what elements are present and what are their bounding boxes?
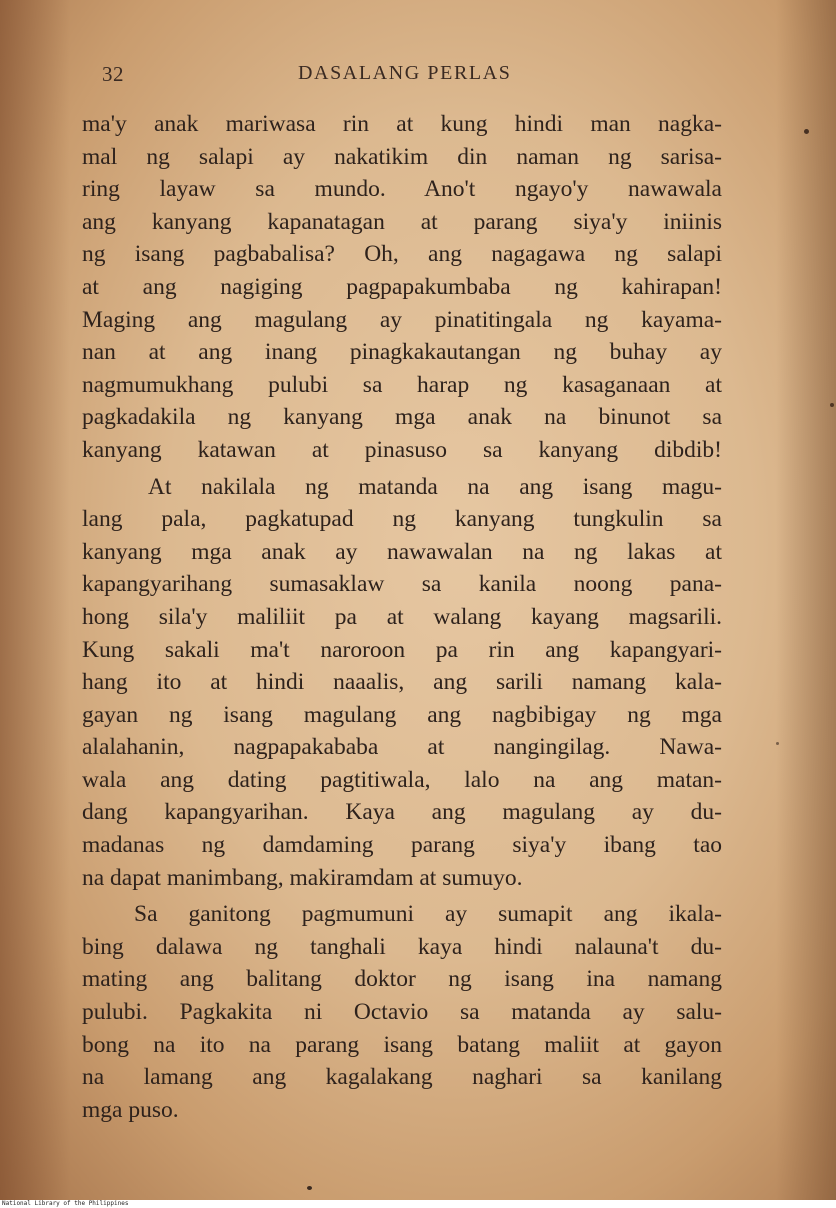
ink-speck	[830, 403, 834, 407]
page-number: 32	[102, 62, 124, 86]
text-line: ma'y anak mariwasa rin at kung hindi man nagka-	[82, 111, 722, 137]
text-line: Sa ganitong pagmumuni ay sumapit ang ikala-	[134, 901, 722, 928]
paragraph-2	[82, 471, 722, 895]
text-line: gayan ng isang magulang ang nagbibigay ng mga	[82, 701, 722, 728]
text-line: na lamang ang kagalakang naghari sa kanilang	[82, 1064, 722, 1091]
body-text	[82, 108, 722, 1126]
text-line: mal ng salapi ay nakatikim din naman ng sarisa-	[82, 143, 722, 170]
text-line: dang kapangyarihan. Kaya ang magulang ay du-	[82, 799, 722, 826]
ink-speck	[804, 129, 809, 134]
ink-speck	[307, 1186, 312, 1190]
text-line: mga puso.	[82, 1096, 179, 1123]
text-line: nan at ang inang pinagkakautangan ng buhay ay	[82, 339, 722, 366]
text-line: At nakilala ng matanda na ang isang magu-	[148, 473, 722, 500]
text-line: kanyang mga anak ay nawawalan na ng lakas at	[82, 538, 722, 565]
text-line: ng isang pagbabalisa? Oh, ang nagagawa ng salapi	[82, 241, 722, 268]
paragraph-3	[82, 898, 722, 1126]
text-line: ang kanyang kapanatagan at parang siya'y iniinis	[82, 208, 722, 235]
text-line: hang ito at hindi naaalis, ang sarili namang kala-	[82, 669, 722, 696]
text-line: hong sila'y maliliit pa at walang kayang magsarili.	[82, 603, 722, 630]
text-line: madanas ng damdaming parang siya'y ibang tao	[82, 832, 722, 859]
text-line: pagkadakila ng kanyang mga anak na binunot sa	[82, 404, 722, 431]
text-line: na dapat manimbang, makiramdam at sumuyo.	[82, 864, 523, 891]
text-line: Maging ang magulang ay pinatitingala ng kayama-	[82, 306, 722, 333]
text-line: wala ang dating pagtitiwala, lalo na ang matan-	[82, 766, 722, 793]
text-line: mating ang balitang doktor ng isang ina namang	[82, 966, 722, 993]
text-line: pulubi. Pagkakita ni Octavio sa matanda ay salu-	[82, 999, 722, 1026]
text-line: bing dalawa ng tanghali kaya hindi nalauna't du-	[82, 933, 722, 960]
text-line: bong na ito na parang isang batang maliit at gayon	[82, 1031, 722, 1058]
text-line: kanyang katawan at pinasuso sa kanyang dibdib!	[82, 436, 722, 463]
text-line: nagmumukhang pulubi sa harap ng kasaganaan at	[82, 371, 722, 398]
text-line: kapangyarihang sumasaklaw sa kanila noong pana-	[82, 571, 722, 598]
footer-bar	[0, 1200, 836, 1208]
text-line: ring layaw sa mundo. Ano't ngayo'y nawawala	[82, 176, 722, 203]
library-credit: National Library of the Philippines	[2, 1200, 129, 1207]
running-title: DASALANG PERLAS	[298, 62, 512, 84]
text-line: at ang nagiging pagpapakumbaba ng kahirapan!	[82, 273, 722, 300]
text-line: lang pala, pagkatupad ng kanyang tungkulin sa	[82, 506, 722, 533]
text-line: alalahanin, nagpapakababa at nangingilag. Nawa-	[82, 734, 722, 761]
ink-speck	[776, 742, 779, 745]
paragraph-1	[82, 108, 722, 467]
text-line: Kung sakali ma't naroroon pa rin ang kapangyari-	[82, 636, 722, 663]
page-header	[0, 62, 836, 92]
